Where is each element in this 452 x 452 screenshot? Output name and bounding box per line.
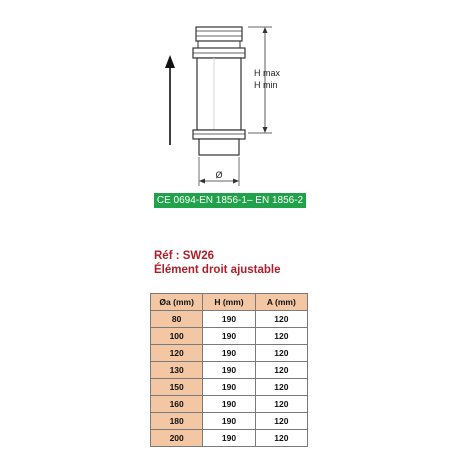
table-cell-a: 120	[255, 413, 307, 430]
table-row	[151, 430, 308, 447]
table-cell-a: 120	[255, 379, 307, 396]
dim-height-max-label: H max	[254, 68, 281, 78]
table-row	[151, 362, 308, 379]
table-cell-diameter: 130	[151, 362, 203, 379]
table-row	[151, 396, 308, 413]
table-cell-diameter: 150	[151, 379, 203, 396]
dim-height-min-label: H min	[254, 80, 278, 90]
table-cell-diameter: 160	[151, 396, 203, 413]
table-cell-height: 190	[203, 396, 255, 413]
product-heading	[154, 249, 281, 277]
table-cell-height: 190	[203, 345, 255, 362]
dim-diameter-label: Ø	[215, 170, 223, 180]
table-cell-height: 190	[203, 430, 255, 447]
column-header: A (mm)	[255, 294, 307, 311]
table-row	[151, 379, 308, 396]
table-cell-a: 120	[255, 362, 307, 379]
pipe-drawing-svg	[0, 0, 452, 190]
product-ref: Réf : SW26	[154, 250, 215, 262]
table-cell-height: 190	[203, 379, 255, 396]
table-cell-diameter: 80	[151, 311, 203, 328]
dimensions-table	[150, 293, 308, 447]
table-cell-a: 120	[255, 328, 307, 345]
table-cell-diameter: 100	[151, 328, 203, 345]
flow-direction-arrow-icon	[165, 55, 175, 145]
table-row	[151, 413, 308, 430]
table-row	[151, 328, 308, 345]
table-cell-height: 190	[203, 413, 255, 430]
table-cell-diameter: 180	[151, 413, 203, 430]
column-header: H (mm)	[203, 294, 255, 311]
product-name: Élément droit ajustable	[154, 264, 281, 276]
certification-badge: CE 0694-EN 1856-1– EN 1856-2	[154, 193, 306, 208]
pipe-element	[193, 27, 245, 155]
table-row	[151, 345, 308, 362]
table-cell-a: 120	[255, 396, 307, 413]
table-row	[151, 311, 308, 328]
table-cell-height: 190	[203, 362, 255, 379]
table-cell-diameter: 200	[151, 430, 203, 447]
table-cell-diameter: 120	[151, 345, 203, 362]
table-cell-height: 190	[203, 328, 255, 345]
technical-drawing	[0, 0, 452, 190]
table-header-row	[151, 294, 308, 311]
table-cell-a: 120	[255, 311, 307, 328]
table-cell-a: 120	[255, 345, 307, 362]
table-cell-height: 190	[203, 311, 255, 328]
column-header: Øa (mm)	[151, 294, 203, 311]
table-cell-a: 120	[255, 430, 307, 447]
dimensions-table-container	[150, 293, 308, 447]
